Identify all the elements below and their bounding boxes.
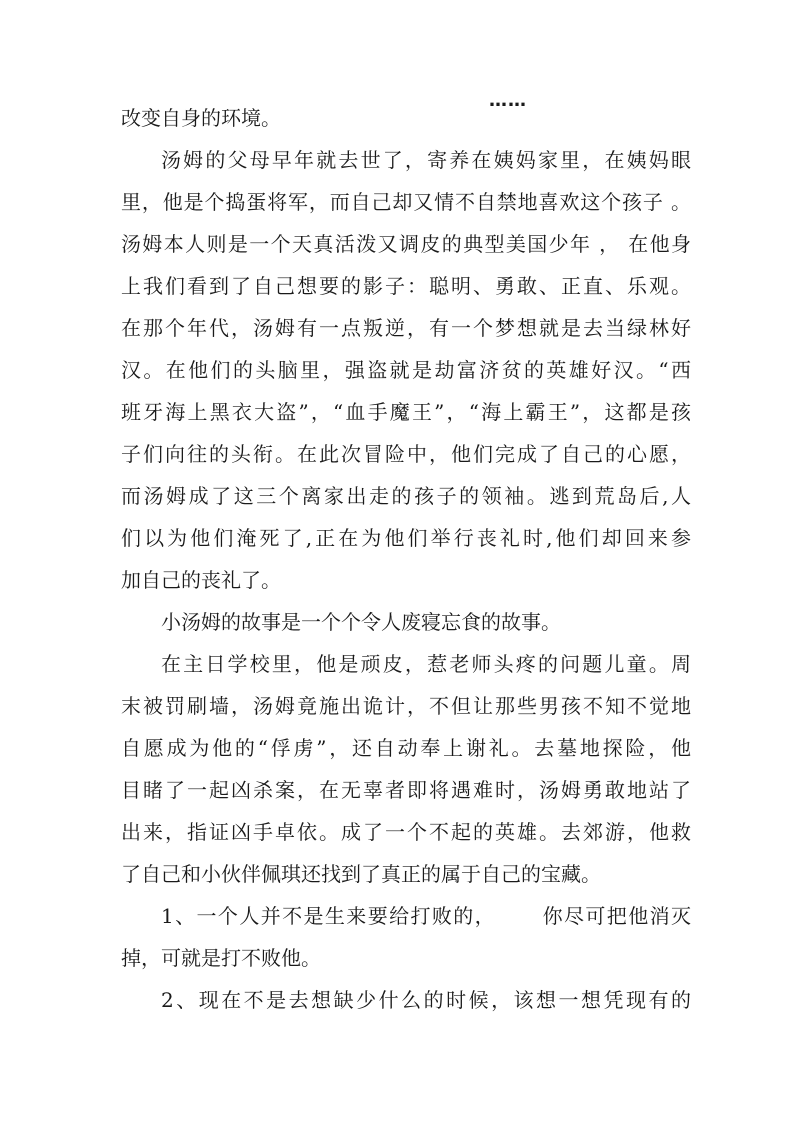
paragraph-line: 汤姆的父母早年就去世了，寄养在姨妈家里，在姨妈眼 <box>161 148 691 172</box>
quote-line: 1、一个人并不是生来要给打败的， 你尽可把他消灭 <box>161 904 691 928</box>
paragraph-line: 汉。在他们的头脑里，强盗就是劫富济贫的英雄好汉。“西 <box>121 358 691 382</box>
ellipsis-mark: …… <box>489 90 527 111</box>
paragraph-line: 目睹了一起凶杀案，在无辜者即将遇难时，汤姆勇敢地站了 <box>121 778 691 802</box>
paragraph-line: 出来，指证凶手卓依。成了一个不起的英雄。去郊游，他救 <box>121 820 691 844</box>
paragraph-line: 子们向往的头衔。在此次冒险中，他们完成了自己的心愿， <box>121 442 691 466</box>
paragraph-line: 汤姆本人则是一个天真活泼又调皮的典型美国少年 ， 在他身 <box>121 232 691 256</box>
paragraph-line: 而汤姆成了这三个离家出走的孩子的领袖。逃到荒岛后,人 <box>121 484 691 508</box>
quote-line: 掉，可就是打不败他。 <box>121 946 321 970</box>
paragraph-line: 加自己的丧礼了。 <box>121 568 281 592</box>
paragraph-line: 末被罚刷墙，汤姆竟施出诡计，不但让那些男孩不知不觉地 <box>121 694 691 718</box>
paragraph-line: 上我们看到了自己想要的影子：聪明、勇敢、正直、乐观。 <box>121 274 691 298</box>
paragraph-line: 自愿成为他的“俘虏”，还自动奉上谢礼。去墓地探险，他 <box>121 736 691 760</box>
paragraph-line: 在那个年代，汤姆有一点叛逆，有一个梦想就是去当绿林好 <box>121 316 691 340</box>
paragraph-line: 班牙海上黑衣大盗”，“血手魔王”，“海上霸王”，这都是孩 <box>121 400 691 424</box>
paragraph-line: 里，他是个捣蛋将军，而自己却又情不自禁地喜欢这个孩子 。 <box>121 190 691 214</box>
paragraph-line: 小汤姆的故事是一个个令人废寝忘食的故事。 <box>161 610 561 634</box>
paragraph-line: 了自己和小伙伴佩琪还找到了真正的属于自己的宝藏。 <box>121 862 601 886</box>
paragraph-line: 改变自身的环境。 <box>121 106 281 130</box>
quote-line: 2、现在不是去想缺少什么的时候，该想一想凭现有的 <box>161 988 691 1012</box>
paragraph-line: 们以为他们淹死了,正在为他们举行丧礼时,他们却回来参 <box>121 526 691 550</box>
paragraph-line: 在主日学校里，他是顽皮，惹老师头疼的问题儿童。周 <box>161 652 691 676</box>
